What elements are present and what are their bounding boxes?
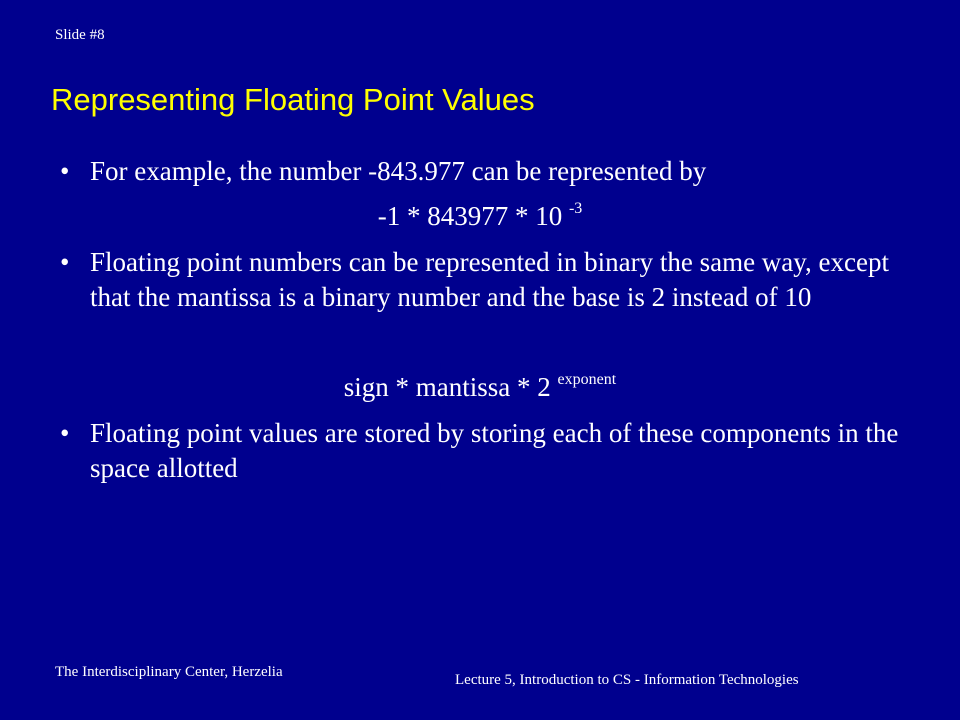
formula-binary [0,370,960,405]
footer-lecture: Lecture 5, Introduction to CS - Information Technologies [455,672,799,688]
formula-exponent: exponent [557,371,617,388]
bullet-icon: • [60,247,70,277]
bullet-text: Floating point values are stored by storing each of these components in the space allotted [90,418,899,483]
bullet-text: Floating point numbers can be represented in binary the same way, except that the mantissa is a binary number and the base is 2 instead of 10 [90,247,889,312]
formula-base: sign * mantissa * 2 [343,372,558,402]
bullet-icon: • [60,156,70,186]
slide-number: Slide #8 [55,27,105,43]
footer-institution: The Interdisciplinary Center, Herzelia [55,664,283,680]
formula-decimal [0,199,960,234]
formula-base: -1 * 843977 * 10 [377,201,569,231]
bullet-icon: • [60,418,70,448]
formula-exponent: -3 [568,200,583,217]
slide-title: Representing Floating Point Values [51,82,535,117]
bullet-text: For example, the number -843.977 can be represented by [90,156,707,186]
